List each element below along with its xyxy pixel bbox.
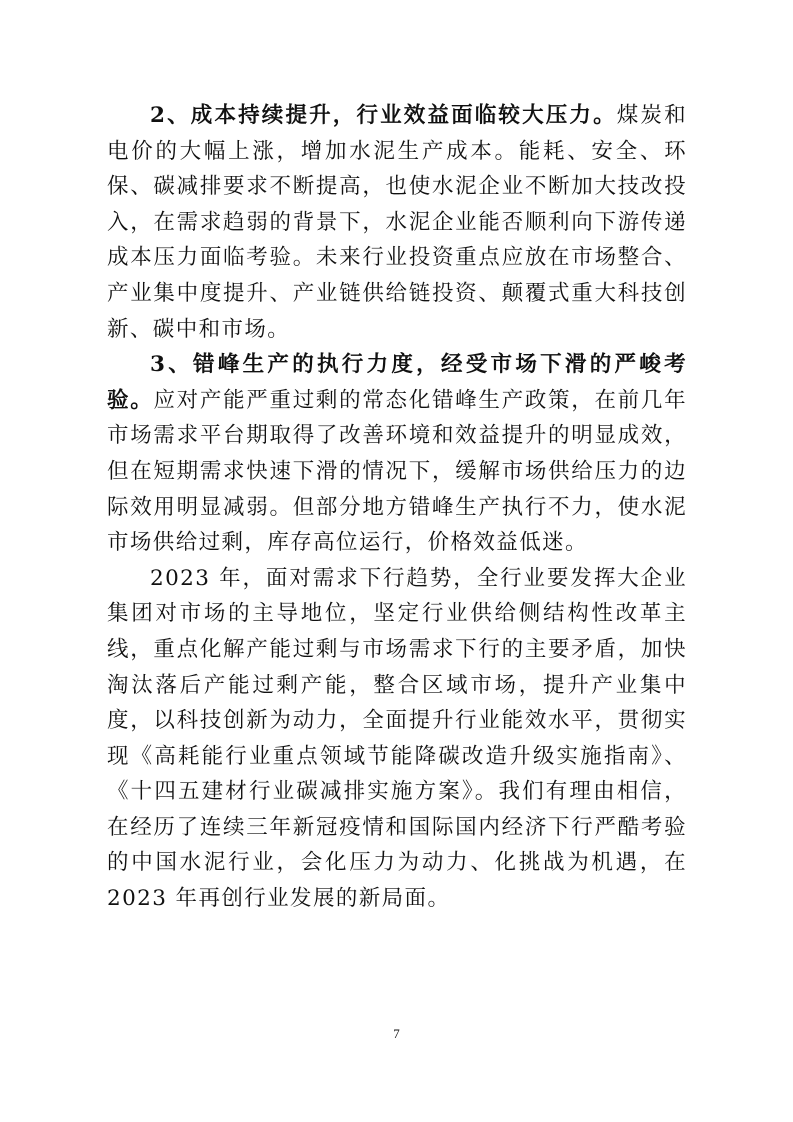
paragraph-peak-shifting: [107, 347, 687, 561]
paragraph-text: 应对产能严重过剩的常态化错峰生产政策，在前几年市场需求平台期取得了改善环境和效益提升的明显成效，但在短期需求快速下滑的情况下，缓解市场供给压力的边际效用明显减弱。但部分地方错峰生产执行不力，使水泥市场供给过剩，库存高位运行，价格效益低迷。: [107, 387, 688, 556]
paragraph-outlook-2023: [107, 561, 687, 917]
paragraph-cost-pressure: [107, 98, 687, 347]
paragraph-text: 2023 年，面对需求下行趋势，全行业要发挥大企业集团对市场的主导地位，坚定行业供给侧结构性改革主线，重点化解产能过剩与市场需求下行的主要矛盾，加快淘汰落后产能过剩产能，整合区域市场，提升产业集中度，以科技创新为动力，全面提升行业能效水平，贯彻实现《高耗能行业重点领域节能降碳改造升级实施指南》、《十四五建材行业碳减排实施方案》。我们有理由相信，在经历了连续三年新冠疫情和国际国内经济下行严酷考验的中国水泥行业，会化压力为动力、化挑战为机遇，在 2023 年再创行业发展的新局面。: [107, 565, 687, 912]
paragraph-text: 煤炭和电价的大幅上涨，增加水泥生产成本。能耗、安全、环保、碳减排要求不断提高，也使水泥企业不断加大技改投入，在需求趋弱的背景下，水泥企业能否顺利向下游传递成本压力面临考验。未来行业投资重点应放在市场整合、产业集中度提升、产业链供给链投资、颠覆式重大科技创新、碳中和市场。: [107, 103, 687, 342]
paragraph-heading: 3、错峰生产的执行力度，经受市场下滑的严峻考验。: [107, 352, 687, 413]
page-number: 7: [393, 1026, 400, 1041]
document-body: [107, 98, 687, 917]
paragraph-heading: 2、成本持续提升，行业效益面临较大压力。: [150, 103, 617, 128]
